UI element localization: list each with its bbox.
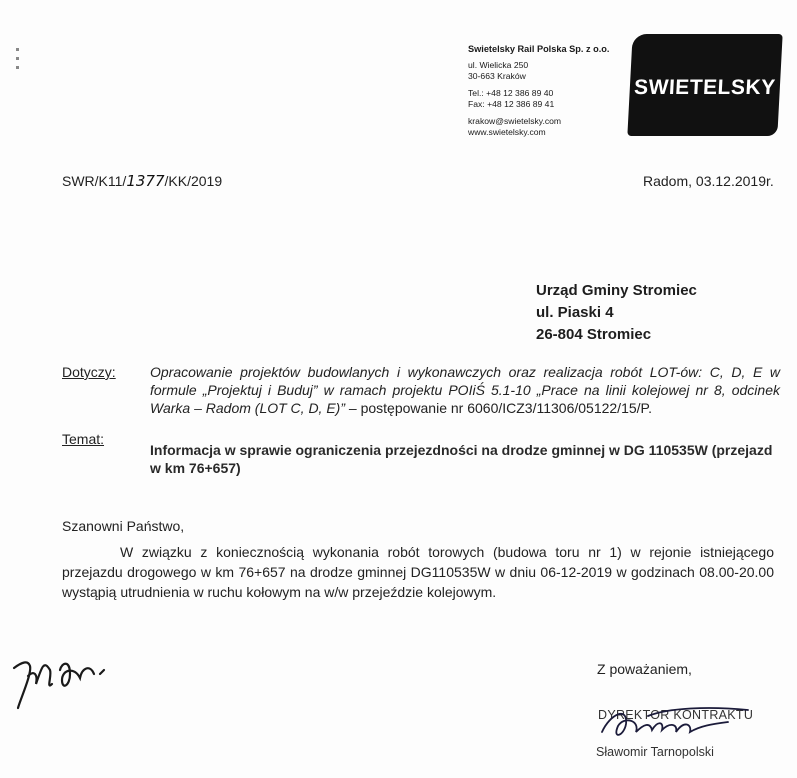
signatory-name: Sławomir Tarnopolski [596, 745, 714, 759]
recipient-line-1: Urząd Gminy Stromiec [536, 282, 697, 299]
company-tel: Tel.: +48 12 386 89 40 [468, 88, 554, 98]
recipient-line-3: 26-804 Stromiec [536, 326, 652, 343]
company-fax: Fax: +48 12 386 89 41 [468, 99, 555, 109]
salutation: Szanowni Państwo, [62, 518, 185, 534]
dotyczy-italic-text: Opracowanie projektów budowlanych i wykonawczych oraz realizacja robót LOT-ów: C, D, E w formule „Projektuj i Buduj” w ramach projektu POIiŚ 5.1-10 „Prace na linii kolejowej nr 8, odcinek Warka – Radom (LOT C, D, E)” [150, 364, 780, 416]
dotyczy-label: Dotyczy: [62, 364, 116, 380]
company-header [468, 44, 609, 138]
temat-label: Temat: [62, 431, 105, 447]
letter-body [62, 516, 774, 602]
recipient-line-2: ul. Piaski 4 [536, 304, 614, 321]
company-logo [627, 34, 782, 136]
dotyczy-plain-text: – postępowanie nr 6060/ICZ3/11306/05122/15/P. [345, 400, 652, 416]
company-web: www.swietelsky.com [468, 127, 546, 137]
logo-text: SWIETELSKY [633, 76, 777, 99]
company-name: Swietelsky Rail Polska Sp. z o.o. [468, 44, 610, 54]
signature-title: DYREKTOR KONTRAKTU [598, 708, 754, 722]
director-signature [588, 696, 768, 750]
company-email: krakow@swietelsky.com [468, 116, 562, 126]
reference-handwritten-number: 1377 [126, 172, 165, 190]
letter-date: Radom, 03.12.2019r. [643, 173, 774, 189]
reference-prefix: SWR/K11/ [62, 173, 127, 189]
reference-number [62, 172, 222, 190]
temat-text: Informacja w sprawie ograniczenia przejezdności na drodze gminnej w DG 110535W (przejazd w km 76+657) [150, 442, 773, 476]
recipient-address [536, 280, 697, 346]
body-paragraph: W związku z koniecznością wykonania robót torowych (budowa toru nr 1) w rejonie istniejącego przejazdu drogowego w km 76+657 na drodze gminnej DG110535W w dniu 06-12-2019 w godzinach 08.00-20.00 wystąpią utrudnienia w ruchu kołowym na w/w przejeździe kolejowym. [62, 544, 774, 600]
company-street: ul. Wielicka 250 [468, 60, 529, 70]
dotyczy-text [150, 363, 780, 417]
initials-signature [8, 640, 128, 712]
reference-suffix: /KK/2019 [164, 173, 223, 189]
closing-line: Z poważaniem, [597, 661, 692, 677]
scan-margin-marks [16, 48, 19, 75]
company-city: 30-663 Kraków [468, 71, 526, 81]
